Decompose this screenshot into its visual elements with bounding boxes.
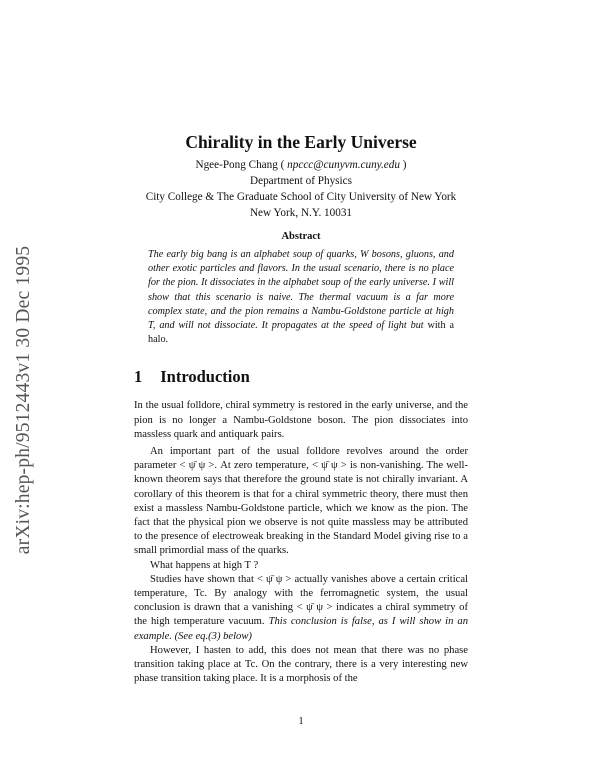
affiliation-institution: City College & The Graduate School of City University of New York xyxy=(145,191,457,203)
paper-title: Chirality in the Early Universe xyxy=(185,132,417,152)
affiliation-address: New York, N.Y. 10031 xyxy=(249,207,353,219)
author-line xyxy=(134,157,468,173)
page-number: 1 xyxy=(298,716,304,727)
paragraph-5: However, I hasten to add, this does not mean that there was no phase transition taking place at Tc. On the contrary, there is a very interesting new phase transition taking place. It is a morphosis of the xyxy=(134,644,468,685)
author-name: Ngee-Pong Chang ( xyxy=(195,159,288,171)
paragraph-2: An important part of the usual folldore revolves around the order parameter < ψ̄ ψ >. At zero temperature, < ψ̄ ψ > is non-vanishing. The well-known theorem says that therefore the ground state is not chirally invariant. A corollary of this theorem is that for a chiral symmetric theory, there must then exist a massless Nambu-Goldstone particle, which we know as the pion. The fact that the physical pion we observe is not quite massless may be attributed to the presence of electroweak breaking in the Standard Model giving rise to a small primordial mass of the quarks. xyxy=(134,446,468,557)
author-close: ) xyxy=(399,159,407,171)
paragraph-4 xyxy=(134,573,468,644)
section-number: 1 xyxy=(134,367,143,387)
section-title: Introduction xyxy=(160,367,250,387)
section-heading xyxy=(134,367,468,387)
paragraph-1: In the usual folldore, chiral symmetry is restored in the early universe, and the pion is no longer a Nambu-Goldstone boson. The pion dissociates into massless quark and antiquark pairs. xyxy=(134,400,468,440)
paragraph-4-text: Studies have shown that < ψ̄ ψ > actually vanishes above a certain critical temperature, Tc. By analogy with the ferromagnetic system, the usual conclusion is drawn that a vanishing < ψ̄ ψ > indicates a chiral symmetry of the high temperature vacuum. xyxy=(134,573,468,628)
arxiv-side-label xyxy=(4,190,44,610)
abstract-tail-text: with a halo. xyxy=(148,320,454,346)
abstract-italic-text: The early big bang is an alphabet soup of quarks, W bosons, gluons, and other exotic particles and flavors. In the usual scenario, there is no place for the pion. It dissociates in the alphabet soup of the early universe. I will show that this scenario is naive. The thermal vacuum is a far more complex state, and the pion remains a Nambu-Goldstone particle at high T, and will not dissociate. It propagates at the speed of light but xyxy=(148,249,454,332)
paragraph-4-italic: This conclusion is false, as I will show in an example. (See eq.(3) below) xyxy=(134,616,469,642)
abstract-heading: Abstract xyxy=(281,231,321,242)
author-email: npccc@cunyvm.cuny.edu xyxy=(287,159,400,171)
arxiv-identifier: arXiv:hep-ph/9512443v1 30 Dec 1995 xyxy=(13,245,34,555)
abstract-body xyxy=(148,248,454,347)
affiliation-department: Department of Physics xyxy=(250,175,352,187)
paper-page xyxy=(134,120,469,727)
paragraph-3: What happens at high T ? xyxy=(150,559,259,571)
